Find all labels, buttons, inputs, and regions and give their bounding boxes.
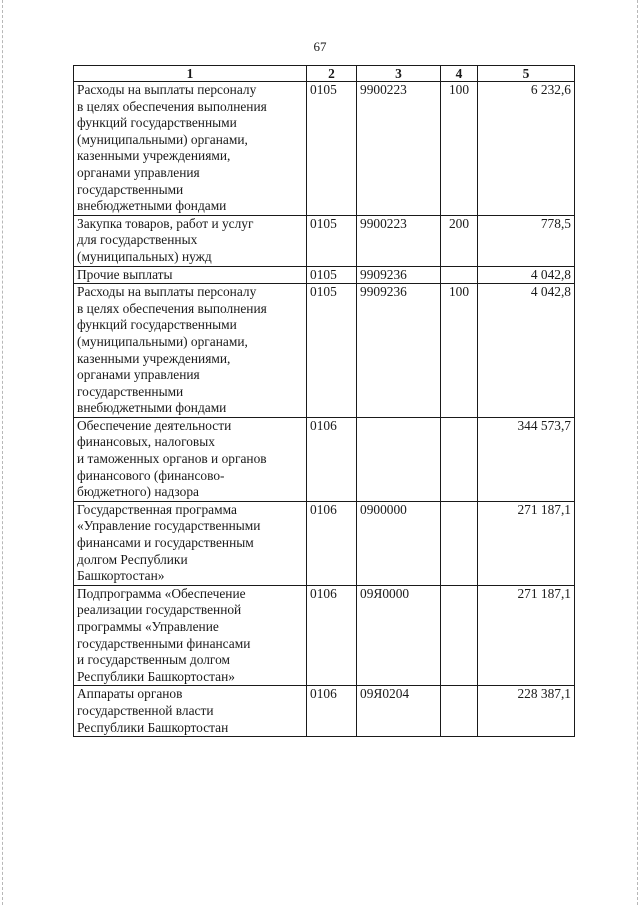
row-section-cell: 0106 [307, 417, 357, 501]
row-name-cell [74, 686, 307, 737]
row-name-line: в целях обеспечения выполнения [77, 98, 267, 114]
row-name-line: казенными учреждениями, [77, 350, 231, 366]
page-number: 67 [313, 39, 327, 54]
row-name-line: функций государственными [77, 115, 237, 131]
row-type-cell: 100 [441, 284, 478, 418]
row-section-cell: 0106 [307, 585, 357, 686]
row-amount-cell: 344 573,7 [478, 417, 575, 501]
row-type-cell: 100 [441, 82, 478, 216]
row-name-line: долгом Республики [77, 551, 188, 567]
row-name-line: Прочие выплаты [77, 266, 173, 282]
row-amount-cell: 778,5 [478, 215, 575, 266]
page-edge-right [637, 0, 638, 905]
row-amount-cell: 4 042,8 [478, 266, 575, 284]
row-name-line: и таможенных органов и органов [77, 451, 267, 467]
column-header-5: 5 [478, 66, 575, 82]
row-section-cell: 0106 [307, 686, 357, 737]
row-target-cell: 0900000 [357, 501, 441, 585]
row-section-cell: 0105 [307, 82, 357, 216]
row-name-line: функций государственными [77, 317, 237, 333]
row-name-cell [74, 585, 307, 686]
column-header-3: 3 [357, 66, 441, 82]
row-name-line: органами управления [77, 367, 200, 383]
row-name-line: государственными финансами [77, 635, 251, 651]
row-section-cell: 0105 [307, 284, 357, 418]
row-target-cell: 09Я0000 [357, 585, 441, 686]
row-type-cell [441, 686, 478, 737]
row-target-cell: 9909236 [357, 266, 441, 284]
row-name-line: государственными [77, 383, 184, 399]
column-header-2: 2 [307, 66, 357, 82]
row-name-cell [74, 284, 307, 418]
row-name-line: Государственная программа [77, 501, 237, 517]
row-name-line: для государственных [77, 232, 198, 248]
row-type-cell [441, 501, 478, 585]
row-name-line: внебюджетными фондами [77, 198, 227, 214]
row-name-line: Подпрограмма «Обеспечение [77, 585, 246, 601]
row-type-cell [441, 266, 478, 284]
row-type-cell [441, 417, 478, 501]
row-name-line: внебюджетными фондами [77, 400, 227, 416]
column-header-4: 4 [441, 66, 478, 82]
row-target-cell: 9909236 [357, 284, 441, 418]
row-target-cell [357, 417, 441, 501]
row-name-line: Аппараты органов [77, 686, 183, 702]
row-amount-cell: 271 187,1 [478, 585, 575, 686]
row-section-cell: 0105 [307, 266, 357, 284]
table-row [74, 82, 575, 216]
table-row [74, 501, 575, 585]
row-name-line: (муниципальными) органами, [77, 131, 248, 147]
row-name-line: Закупка товаров, работ и услуг [77, 215, 254, 231]
row-name-line: Республики Башкортостан» [77, 668, 235, 684]
row-name-line: в целях обеспечения выполнения [77, 300, 267, 316]
table-row [74, 686, 575, 737]
row-name-cell [74, 215, 307, 266]
row-amount-cell: 228 387,1 [478, 686, 575, 737]
row-amount-cell: 6 232,6 [478, 82, 575, 216]
row-amount-cell: 4 042,8 [478, 284, 575, 418]
row-name-line: финансовых, налоговых [77, 434, 215, 450]
row-name-line: Башкортостан» [77, 568, 165, 584]
table-row [74, 284, 575, 418]
row-name-line: реализации государственной [77, 602, 242, 618]
row-name-cell [74, 501, 307, 585]
row-target-cell: 09Я0204 [357, 686, 441, 737]
row-name-line: Расходы на выплаты персоналу [77, 82, 257, 97]
page-edge-left [2, 0, 3, 905]
row-name-line: и государственным долгом [77, 652, 230, 668]
row-name-cell [74, 266, 307, 284]
budget-table [73, 65, 575, 737]
row-name-line: органами управления [77, 164, 200, 180]
table-body [74, 82, 575, 737]
row-type-cell: 200 [441, 215, 478, 266]
table-row [74, 266, 575, 284]
row-name-line: Республики Башкортостан [77, 719, 229, 735]
row-name-line: казенными учреждениями, [77, 148, 231, 164]
row-name-cell [74, 82, 307, 216]
row-name-line: (муниципальными) органами, [77, 333, 248, 349]
table-header-row [74, 66, 575, 82]
row-target-cell: 9900223 [357, 82, 441, 216]
row-name-line: финансового (финансово- [77, 467, 225, 483]
table-row [74, 417, 575, 501]
table-row [74, 585, 575, 686]
row-name-line: бюджетного) надзора [77, 484, 199, 500]
row-target-cell: 9900223 [357, 215, 441, 266]
row-name-line: программы «Управление [77, 619, 219, 634]
row-name-line: государственной власти [77, 702, 214, 718]
row-amount-cell: 271 187,1 [478, 501, 575, 585]
row-name-cell [74, 417, 307, 501]
row-section-cell: 0105 [307, 215, 357, 266]
row-name-line: финансами и государственным [77, 535, 254, 551]
row-name-line: Обеспечение деятельности [77, 417, 232, 433]
table-row [74, 215, 575, 266]
row-type-cell [441, 585, 478, 686]
row-section-cell: 0106 [307, 501, 357, 585]
column-header-1: 1 [74, 66, 307, 82]
row-name-line: Расходы на выплаты персоналу [77, 284, 257, 300]
row-name-line: государственными [77, 181, 184, 197]
row-name-line: (муниципальных) нужд [77, 248, 212, 264]
row-name-line: «Управление государственными [77, 518, 261, 534]
